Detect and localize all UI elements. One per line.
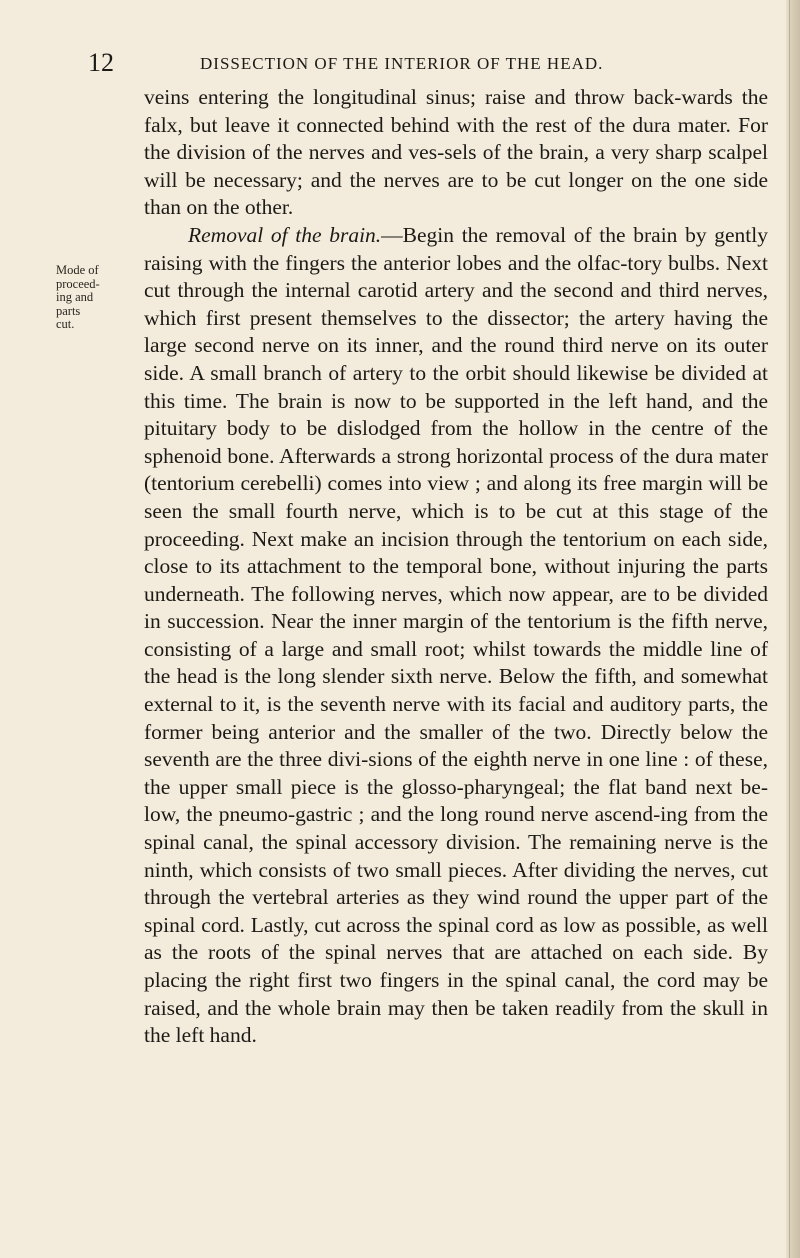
section-paragraph xyxy=(144,222,768,1050)
continuation-paragraph: veins entering the longitudinal sinus; raise and throw back-wards the falx, but leave it connected behind with the rest of the dura mater. For the division of the nerves and ves-sels of the brain, a very sharp scalpel will be necessary; and the nerves are to be cut longer on the one side than on the other. xyxy=(144,85,768,220)
body-text xyxy=(144,84,768,1050)
section-text: —Begin the removal of the brain by gently raising with the fingers the anterior lobes and the olfac-tory bulbs. Next cut through the internal carotid artery and the second and third nerves, which first present themselves to the dissector; the artery having the large second nerve on its inner, and the round third nerve on its outer side. A small branch of artery to the orbit should likewise be divided at this time. The brain is now to be supported in the left hand, and the pituitary body to be dislodged from the hollow in the centre of the sphenoid bone. Afterwards a strong horizontal process of the dura mater (tentorium cerebelli) comes into view ; and along its free margin will be seen the small fourth nerve, which is to be cut at this stage of the proceeding. Next make an incision through the tentorium on each side, close to its attachment to the temporal bone, without injuring the parts underneath. The following nerves, which now appear, are to be divided in succession. Near the inner margin of the tentorium is the fifth nerve, consisting of a large and small root; whilst towards the middle line of the head is the long slender sixth nerve. Below the fifth, and somewhat external to it, is the seventh nerve with its facial and auditory parts, the former being anterior and the smaller of the two. Directly below the seventh are the three divi-sions of the eighth nerve in one line : of these, the upper small piece is the glosso-pharyngeal; the flat band next be-low, the pneumo-gastric ; and the long round nerve ascend-ing from the spinal canal, the spinal accessory division. The remaining nerve is the ninth, which consists of two small pieces. After dividing the nerves, cut through the vertebral arteries as they wind round the upper part of the spinal cord. Lastly, cut across the spinal cord as low as possible, as well as the roots of the spinal nerves that are attached on each side. By placing the right first two fingers in the spinal canal, the cord may be raised, and the whole brain may then be taken readily from the skull in the left hand. xyxy=(144,222,768,1048)
margin-note-line: ing and xyxy=(56,290,94,304)
page-header xyxy=(88,48,748,76)
margin-note xyxy=(56,264,130,332)
margin-note-line: parts xyxy=(56,303,81,318)
margin-note-line: proceed- xyxy=(56,276,100,291)
running-head: DISSECTION OF THE INTERIOR OF THE HEAD. xyxy=(200,54,604,73)
margin-note-line: cut. xyxy=(56,317,75,331)
margin-note-line: Mode of xyxy=(56,263,99,277)
section-heading: Removal of the brain. xyxy=(188,222,382,247)
page-number: 12 xyxy=(88,48,114,77)
page-edge-shadow xyxy=(789,0,790,1258)
